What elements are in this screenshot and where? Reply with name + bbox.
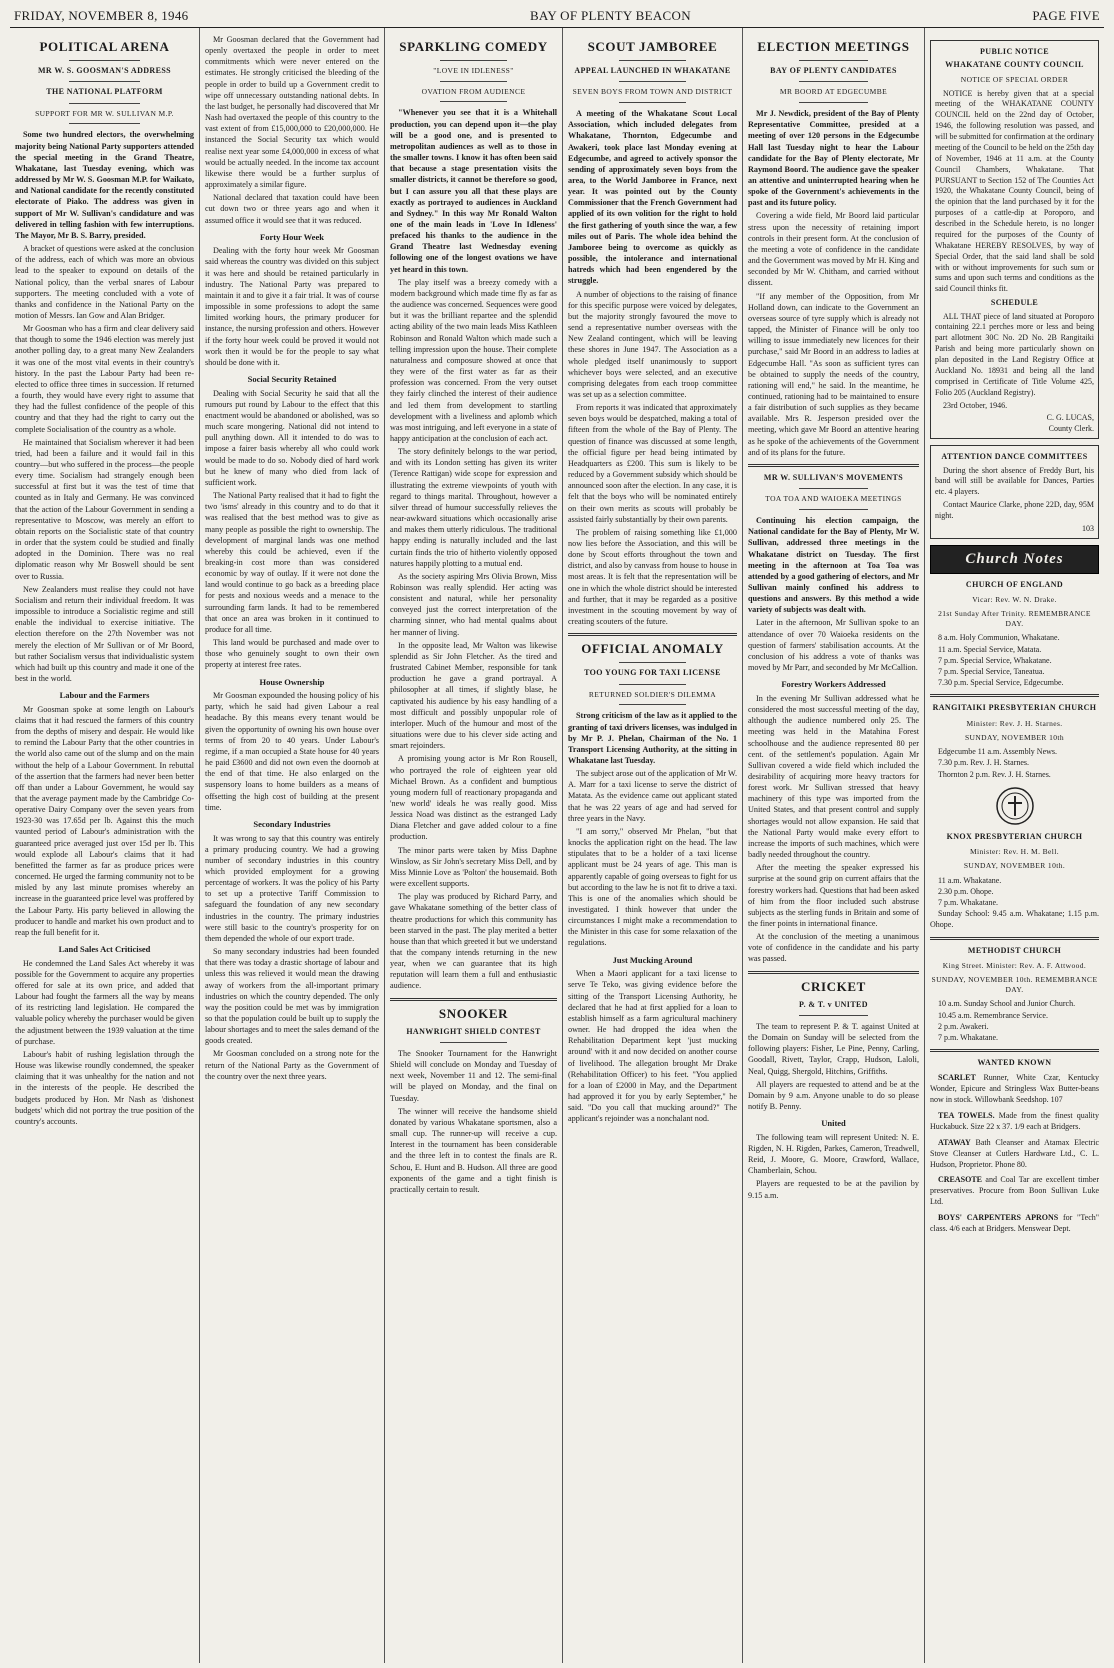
public-notice (930, 40, 1099, 439)
election-paragraph: Covering a wide field, Mr Boord laid particular stress upon the necessity of retaining import controls in their present form. At the conclusion of the meeting a vote of confidence in the candidate and the Government was moved by Mr H. King and seconded by Mr W. Chitham, and carried without dissent. (748, 211, 919, 288)
notice-head: PUBLIC NOTICE (980, 47, 1049, 56)
church-day: SUNDAY, NOVEMBER 10th. (963, 860, 1066, 870)
church-service: 7.30 p.m. Rev. J. H. Starnes. (938, 758, 1030, 768)
cricket-paragraph: All players are requested to attend and be at the Domain by 9 a.m. Anyone unable to do so please notify B. Penny. (748, 1079, 919, 1112)
church-service: 2.30 p.m. Ohope. (938, 886, 994, 896)
secondary-industries-paragraph: So many secondary industries had been founded that there was today a drastic shortage of labour and unless this was relieved it would mean the drawing away of workers from the all-important primary industries on which the country depended. The only way the position could be met was by immigration so that the population could be built up to supply the labour shortages and to meet the sales demand of the goods created. (205, 947, 379, 1046)
snooker-paragraph: The Snooker Tournament for the Hanwright Shield will conclude on Monday and Tuesday of next week, November 11 and 12. The semi-final will be played on Monday, and the final on Tuesday. (390, 1048, 557, 1103)
sullivan-lead: Continuing his election campaign, the National candidate for the Bay of Plenty, Mr W. Sullivan, addressed three meetings in the Whakatane district on Tuesday. The first meeting in the afternoon at Toa Toa was attended by a good gathering of electors, and Mr Sullivan mainly confined his address to questions and answers. By this method a wide variety of subjects was dealt with. (748, 516, 919, 615)
secondary-industries-heading: Secondary Industries (253, 818, 331, 829)
comedy-subhead: "LOVE IN IDLENESS" (433, 65, 514, 75)
church-service: 11 a.m. Special Service, Matata. (938, 644, 1042, 654)
church-name: KNOX PRESBYTERIAN CHURCH (946, 831, 1083, 841)
church-service: 7 p.m. Special Service, Whakatane. (938, 655, 1052, 665)
dance-notice (930, 445, 1099, 539)
forestry-paragraph: In the evening Mr Sullivan addressed what he considered the most successful meeting of the day, although the audience numbered only 25. The meeting was held in the Matahina Forest schoolhouse and the audience represented 80 per cent. of the settlement's population. Again Mr Sullivan covered a wide field which included the desirability of acquiring more heavy tractors for forest work. Mr Sullivan stressed that heavy machinery of this type was imported from the United States, and that present control and supply shortages would not allow expansion. He said that the National Party would make every effort to increase the imports of such machines, which were badly needed throughout the country. (748, 693, 919, 860)
wanted-title: WANTED KNOWN (977, 1058, 1052, 1068)
church-name: RANGITAIKI PRESBYTERIAN CHURCH (932, 703, 1097, 713)
land-sales-heading: Land Sales Act Criticised (58, 944, 151, 955)
columns (10, 28, 1104, 1663)
wanted-ad-body: Bath Cleanser and Atamax Electric Stove Cleanser at Cutlers Hardware Ltd., C. L. Hudson, Proprietor. Phone 80. (930, 1137, 1100, 1169)
social-security-paragraph: This land would be purchased and made over to those who genuinely sought to own their own property at interest free rates. (205, 638, 379, 670)
election-subhead: BAY OF PLENTY CANDIDATES (770, 65, 897, 75)
divider (619, 704, 687, 705)
anomaly-subhead: TOO YOUNG FOR TAXI LICENSE (584, 668, 721, 678)
divider (69, 60, 141, 61)
wanted-ad-head: TEA TOWELS. (938, 1111, 995, 1121)
church-notice (930, 946, 1099, 1043)
mucking-heading: Just Mucking Around (612, 954, 693, 965)
masthead (10, 8, 1104, 28)
farmers-heading: Labour and the Farmers (59, 690, 150, 701)
comedy-paragraph: The play itself was a breezy comedy with a modern background which made time fly as far as the audience was concerned. Sequences were good but it was the brilliant repartee and the splendid acting ability of the two main leads Miss Kathleen Robinson and Ronald Walton which made such a telling impression upon the house. Their complete naturalness and composure showed at once that they were of the first water as far as their profession was concerned. From the very outset they fairly clinched the interest of their audience and led them from development to startling development with a liveliness and aplomb which was most intriguing, and left everyone in a state of happy anticipation at the conclusion of each act. (390, 277, 557, 443)
divider (619, 81, 687, 82)
church-service: 8 a.m. Holy Communion, Whakatane. (938, 633, 1060, 643)
section-divider (568, 633, 737, 636)
church-service: 10.45 a.m. Remembrance Service. (938, 1010, 1048, 1020)
political-subhead-platform: THE NATIONAL PLATFORM (46, 87, 163, 97)
column-2 (200, 28, 385, 1663)
secondary-industries-paragraph: Mr Goosman concluded on a strong note for the return of the National Party as the Government of the country over the next three years. (205, 1049, 379, 1081)
church-minister: Vicar: Rev. W. N. Drake. (972, 595, 1057, 605)
house-ownership-paragraph: Mr Goosman expounded the housing policy of his party, which he said had given Labour a real headache. By this means every tenant would be given the opportunity of owning his own house over terms of from 20 to 40 years. Under Labour's regime, if a man occupied a State house for 40 years he paid £3600 and did not own even the doornob at the end of that time. He also enlarged on the suspensory loans to home builders as a means of offsetting the high cost of building at the present time. (205, 691, 379, 812)
comedy-paragraph: The play was produced by Richard Parry, and gave Whakatane something of the better class of theatre productions for which this community has been starved in the past. The play merited a better house than that which greeted it but we understand that the company intends returning in the new year, when we can guarantee that its high reputation will learn them a full and enthusiastic audience. (390, 892, 557, 991)
wanted-ad (930, 1073, 1099, 1106)
section-divider (930, 937, 1099, 940)
column-5 (743, 28, 925, 1663)
social-security-paragraph: The National Party realised that it had to fight the two 'isms' already in this country and to do that it was realised that the best method was to give as many people as possible the right to ownership. The development of marginal lands was one method whereby this could be achieved, even if the breaking-in cost more than was considered economic by way of outlay. If it were not done the land would continue to go back as a breeding place for pests and noxious weeds and a menace to the surrounding farm lands. It had to be remembered that once an area was broken in it continued to produce for all time. (205, 491, 379, 634)
church-name: METHODIST CHURCH (967, 945, 1062, 955)
social-security-heading: Social Security Retained (247, 374, 337, 384)
column-6 (925, 28, 1104, 1663)
divider (69, 103, 141, 104)
anomaly-paragraph: The subject arose out of the application of Mr W. A. Marr for a taxi license to serve the district of Matata. As the evidence came out applicant stated that he was 22 years of age and had served for three years in the Navy. (568, 769, 737, 823)
election-title: ELECTION MEETINGS (757, 39, 910, 54)
comedy-title: SPARKLING COMEDY (399, 39, 548, 54)
snooker-subhead: HANWRIGHT SHIELD CONTEST (406, 1026, 541, 1036)
forestry-heading: Forestry Workers Addressed (781, 679, 886, 690)
wanted-ad-ref: 107 (1050, 1095, 1063, 1105)
land-sales-paragraph: National declared that taxation could have been cut down two or three years ago and when it assumed office it would see that it was reduced. (205, 193, 379, 225)
church-notes-banner: Church Notes (930, 545, 1099, 574)
scout-lead: A meeting of the Whakatane Scout Local Association, which included delegates from Whakatane, Thornton, Edgecumbe and Awakeri, took place last Monday evening at Edgecumbe, and agreed to actively sponsor the sending of approximately seven boys from the area, to the World Jamboree in France, next year. It was pointed out by the County Commissioner that the French Government had applied of its own volition for the right to hold the first gathering of youth since the war, a few miles out of Paris. The whole idea behind the Jamboree being to overcome as quickly as possible, the intolerance and international hatreds which had been engendered by the struggle. (568, 109, 737, 286)
scout-subhead-boys: SEVEN BOYS FROM TOWN AND DISTRICT (572, 87, 733, 97)
political-subtitle: MR W. S. GOOSMAN'S ADDRESS (37, 65, 172, 75)
church-service: 7 p.m. Whakatane. (938, 898, 999, 908)
comedy-paragraph: In the opposite lead, Mr Walton was likewise splendid as Sir John Fletcher. As the tired and frustrated Cabinet Member, responsible for tank production he gave a grand portrayal. A philosopher at all times, if slightly blase, he captivated his audience by his easy handling of a most difficult and possibly unpopular role of interloper. Much of the humour and most of the situations were due to his clever side acting and smart rejoinders. (390, 640, 557, 751)
notice-date: 23rd October, 1946. (943, 400, 1008, 410)
wanted-ad (930, 1175, 1099, 1208)
masthead-date: FRIDAY, NOVEMBER 8, 1946 (14, 8, 189, 23)
cricket-subhead: P. & T. v UNITED (799, 999, 868, 1009)
church-service: 11 a.m. Whakatane. (938, 875, 1002, 885)
divider (69, 81, 141, 82)
church-day: 21st Sunday After Trinity. REMEMBRANCE DAY. (938, 608, 1091, 628)
election-paragraph: "If any member of the Opposition, from Mr Holland down, can indicate to the Government an overseas source of tyre supply which is already not tapped, the Minister of Finance will be only too willing to issue immediately new licences for their purchase," said Mr Boord in an address to ladies at Edgecumbe Hall. "As soon as sufficient tyres can be obtained to supply the needs of the country, rationing will end," he said. In the meantime, he continued, rationing had to be maintained to ensure a fair distribution of such supplies as they became available. Mrs R. Jesperson presided over the meeting, which gave Mr Boord an attentive hearing as he spoke of the achievements of the Government and of its plans for the future. (748, 291, 919, 457)
church-minister: King Street. Minister: Rev. A. F. Attwood. (942, 961, 1087, 971)
comedy-subhead-ovation: OVATION FROM AUDIENCE (421, 86, 526, 96)
social-security-paragraph: Dealing with Social Security he said that all the rumours put round by Labour to the effect that this enactment would be abandoned or abolished, was so much scare mongering. National did not intend to pull anything down. All it intended to do was to impose a fairer basis whereby all who could work would be made to do so. Nobody died of hard work but he knew of many who died from lack of sufficient work. (205, 388, 379, 487)
church-service: 7.30 p.m. Special Service, Edgecumbe. (938, 678, 1064, 688)
church-day: SUNDAY, NOVEMBER 10th. REMEMBRANCE DAY. (931, 974, 1098, 994)
wanted-ad-head: SCARLET (938, 1073, 976, 1083)
divider (440, 1042, 507, 1043)
wanted-ad-body: Made from the finest quality Huckabuck. Size 22 x 37. 1/9 each at Bridgers. (930, 1111, 1100, 1131)
church-seal-icon (930, 786, 1099, 826)
political-paragraph: A bracket of questions were asked at the conclusion of the address, each of which was more an obvious lead to the speaker to expound on details of the National policy, than the verbal snares of Labour supporters. The meeting concluded with a vote of thanks and confidence in the National Party on the motion of Messrs. Ian Gow and Alan Bridger. (15, 244, 194, 320)
column-1 (10, 28, 200, 1663)
dance-body: During the short absence of Freddy Burt, his band will still be available for Dances, Parties etc. 4 players. (935, 465, 1094, 497)
dance-ref: 103 (1082, 523, 1094, 533)
church-service: 2 p.m. Awakeri. (938, 1021, 989, 1031)
wanted-ads (930, 1073, 1099, 1234)
forty-hour-heading: Forty Hour Week (260, 231, 324, 242)
election-subhead-boord: MR BOORD AT EDGECUMBE (779, 87, 888, 97)
divider (799, 488, 867, 489)
church-service: 10 a.m. Sunday School and Junior Church. (938, 999, 1076, 1009)
masthead-title: BAY OF PLENTY BEACON (529, 8, 691, 23)
wanted-ad-body: and Coal Tar are excellent timber preservatives. Procure from Boon Sullivan Luke Ltd. (930, 1175, 1100, 1207)
notice-body: NOTICE is hereby given that at a special meeting of the WHAKATANE COUNTY COUNCIL held on the 22nd day of October, 1946, the following resolution was passed, and will be submitted for confirmation at the ordinary meeting of the Council to be held on the 25th day of November, 1946 at 11 a.m. at the County Council Chambers, Whakatane. That PURSUANT to Section 152 of The Counties Act 1920, the Whakatane County Council, being of the opinion that the land purchased by it for the purposes of a cattle-dip at Poroporo, and described in the Schedule hereto, is no longer required for the purposes of the County of Whakatane HEREBY RESOLVES, by way of Special Order, that the said land shall be sold with or without improvements for such sum or sums and upon such terms and conditions as the said Council thinks fit. (935, 88, 1094, 294)
divider (619, 684, 687, 685)
church-notice (930, 703, 1099, 779)
comedy-paragraph: A promising young actor is Mr Ron Rousell, who portrayed the role of eighteen year old Michael Brown. As a confident and bumptious young modern full of reactionary propaganda and 'new world' ideals he was really good. Miss Jessica Noad was distinct as the estranged Lady Diana Fletcher and gave added colour to a fine production. (390, 754, 557, 842)
scout-paragraph: A number of objections to the raising of finance for this specific purpose were voiced by delegates, but the majority strongly favoured the move to send a representative number overseas with the New Zealand contingent, which will be leaving these shores in June 1947. The Association as a whole pledged itself unanimously to support whichever boys were selected, and an executive comprising delegates from each troop committee was set up as a selection committee. (568, 289, 737, 399)
church-service: Edgecumbe 11 a.m. Assembly News. (938, 747, 1058, 757)
wanted-ad (930, 1138, 1099, 1171)
united-heading: United (821, 1118, 846, 1129)
divider (799, 1015, 867, 1016)
divider (799, 81, 867, 82)
farmers-paragraph: Mr Goosman spoke at some length on Labour's claims that it had rescued the farmers of this country from the depths of misery and despair. He would like to remind the Labour Party that the other countries in the world also came out of the slump and on the main without the help of a Labour Government. In rebuttal of the assertion that the farmers had never been better off than under a Labour Government, he would say that the average payment made by the Cambridge Co-operative Dairy Company over the seven years from 1923-30 was 17.65d per lb. Against this the much vaunted period of Labour's administration with the guaranteed price averaged just over 15d per lb. This would explode all Labour's claims that it had benefitted the farmer as far as produce prices were concerned. He urged the farming community not to be misled by any last minute promises whereby an increase in the guaranteed price level was proffered by the Labour Party. His party believed in allowing the producer to handle and market his own product and to reap the full benefit for it. (15, 704, 194, 937)
sullivan-subhead: TOA TOA AND WAIOEKA MEETINGS (765, 494, 902, 504)
political-paragraph: New Zealanders must realise they could not have Socialism and return their individual freedom. It was impossible to introduce a Socialistic regime and still enable the individual to exercise initiative. The election therefore on the 27th November was not merely the election of Mr Sullivan or of Mr Boord, but rather Socialism versus that individualistic system which had built up this country and made it one of the best in the world. (15, 584, 194, 683)
political-subhead-support: SUPPORT FOR MR W. SULLIVAN M.P. (35, 108, 174, 118)
notice-schedule: ALL THAT piece of land situated at Poroporo containing 22.1 perches more or less and being part allotment 30C No. 2D No. 2B Rangitaiki Parish and being more particularly shown on plan deposited in the Land Registry Office at Auckland No. 18931 and being all the land comprised in Certificate of Title Volume 425, Folio 205 (Auckland Registry). (935, 311, 1094, 397)
column-4 (563, 28, 743, 1663)
notice-title: WHAKATANE COUNTY COUNCIL (945, 60, 1084, 70)
divider (619, 60, 687, 61)
church-minister: Minister: Rev. J. H. Starnes. (966, 718, 1063, 728)
dance-title: ATTENTION DANCE COMMITTEES (941, 452, 1088, 462)
comedy-paragraph: As the society aspiring Mrs Olivia Brown, Miss Robinson was really splendid. Her acting was consistent and natural, while her personality conveyed just the correct interpretation of the charming sinner, who had mental qualms about her manner of living. (390, 571, 557, 637)
wanted-ad-head: CREASOTE (938, 1175, 983, 1185)
political-paragraph: He maintained that Socialism wherever it had been tried, had been a failure and it would fail in this country—but who suffered in the process—the people every time. Socialism had strangely enough been successful at first but it was the test of time that counted as in Italy and Germany. He was convinced that the action of the Labour Government in sending a representative to Moscow, was merely an effort to obtain reports on the Socialistic state of that country in order that the system could be studied and finally adopted in the Dominion. There was no real diplomatic reason why Mr Boswell should be sent over to Russia. (15, 437, 194, 581)
comedy-lead: "Whenever you see that it is a Whitehall production, you can depend upon it—the play will be a good one, and is presented to metropolitan audiences as well as to those in the smaller towns. I know it has often been said that because a stage presentation visits the smaller districts, it cannot be therefore so good, but I can assure you all that these plays are exactly as portrayed to audiences in Auckland and Sydney." In this way Mr Ronald Walton one of the main leads in 'Love In Idleness' prefaced his thanks to the audience in the Grand Theatre last Wednesday evening following one of the longest ovations we have yet heard in this town. (390, 108, 557, 274)
anomaly-lead: Strong criticism of the law as it applied to the granting of taxi drivers licenses, was indulged in by Mr P. J. Phelan, Chairman of the No. 1 Transport Licensing Authority, at the sitting in Whakatane last Tuesday. (568, 711, 737, 765)
political-title: POLITICAL ARENA (39, 39, 170, 54)
scout-paragraph: From reports it was indicated that approximately seven boys would be despatched, making a total of fifteen from the whole of the Bay of Plenty. The question of finance was discussed at some length, the official figure per head being intimated by Headquarters as £200. This sum is likely to be reduced by a Government subsidy which should be announced soon after the election. In any case, it is felt that the boys who will be nominated entirely on their own merits as scouts will probably be assisted fairly substantially by their own parents. (568, 403, 737, 524)
scout-paragraph: The problem of raising something like £1,000 now lies before the Association, and this will be done by Scout efforts throughout the town and district, and also by canvass from house to house in most areas. It is felt that the representation will be one in which the whole district should be interested and further, that it may be regarded as a positive investment in the scouting movement by way of creating scouters of the future. (568, 527, 737, 627)
divider (440, 81, 507, 82)
masthead-page: PAGE FIVE (1032, 8, 1100, 23)
snooker-paragraph: The winner will receive the handsome shield donated by various Whakatane sportsmen, also a small cup. The runner-up will receive a cup. Interest in the tournament has been considerable and the three left in to contest the finals are R. Schou, E. Hunt and B. Hudson. All three are good exponents of the game and a tight finish is practically certain to result. (390, 1106, 557, 1194)
notice-signature: C. G. LUCAS, (1046, 413, 1094, 423)
comedy-paragraph: The minor parts were taken by Miss Daphne Winslow, as Sir John's secretary Miss Dell, and by Miss Minnie Love as 'Polton' the housemaid. Both were excellent supports. (390, 845, 557, 889)
political-lead: Some two hundred electors, the overwhelming majority being National Party supporters attended the special meeting in the Grand Theatre, Whakatane, last Tuesday evening, which was addressed by Mr W. S. Goosman M.P. for Waikato, and National candidate for the recently constituted electorate of Piako. The address was given in support of Mr W. Sullivan's candidature and was delivered in telling fashion with few interruptions. The Mayor, Mr B. S. Barry, presided. (15, 130, 194, 240)
church-notice (930, 832, 1099, 931)
divider (799, 509, 867, 510)
forty-hour-paragraph: Dealing with the forty hour week Mr Goosman said whereas the country was divided on this subject it was here and should be retained particularly in industry. The National Party was prepared to maintain it and to give it a fair trial. It was of course impossible in some professions to adopt the same limited working hours, the primary producer for instance, the nursing profession and others. However if the forty hour week could be proved it would not work then it would be for the people to say what should be done with it. (205, 246, 379, 367)
divider (799, 102, 867, 103)
wanted-ad (930, 1111, 1099, 1133)
forestry-paragraph: At the conclusion of the meeting a unanimous vote of confidence in the candidate and his party was passed. (748, 932, 919, 964)
sullivan-title: MR W. SULLIVAN'S MOVEMENTS (763, 472, 904, 482)
church-service: 7 p.m. Whakatane. (938, 1032, 999, 1042)
cricket-title: CRICKET (801, 978, 866, 994)
mucking-paragraph: When a Maori applicant for a taxi license to serve Te Teko, was giving evidence before the sitting of the Transport Licensing Authority, he declared that he had at first applied for a loan to establish himself as a farm agricultural machinery owner. He had dropped the idea when the Rehabilitation Department kept 'just mucking around' with it and now decided on another course of livelihood. The allegation brought Mr Drake (Rehabilitation Officer) to his feet. "You applied for a loan of £2000 in May, and the Department had approved it for you by early September," he said. "Do you call that mucking around?" The applicant's rejoinder was a nonchalant nod. (568, 969, 737, 1124)
church-minister: Minister: Rev. H. M. Bell. (969, 847, 1060, 857)
section-divider (930, 1049, 1099, 1052)
scout-title: SCOUT JAMBOREE (587, 39, 718, 54)
snooker-title: SNOOKER (438, 1005, 509, 1021)
divider (440, 101, 507, 102)
church-service: Thornton 2 p.m. Rev. J. H. Starnes. (938, 769, 1051, 779)
notice-schedule-head: SCHEDULE (990, 298, 1039, 308)
divider (619, 662, 687, 663)
wanted-ad-body: Runner, White Czar, Kentucky Wonder, Epicure and Stringless Wax Butter-beans now in stock. Willowbank Seedshop. (930, 1073, 1099, 1105)
wanted-ad-body: for "Tech" class. 4/6 each at Bridgers. Menswear Dept. (930, 1213, 1100, 1233)
sullivan-paragraph: Later in the afternoon, Mr Sullivan spoke to an attendance of over 70 Waioeka residents on the question of farmers' stabilisation accounts. At the conclusion of his address a vote of thanks was moved by Mr Parr, and seconded by Mr McCallion. (748, 618, 919, 673)
united-paragraph: The following team will represent United: N. E. Rigden, N. H. Rigden, Parkes, Cameron, Treadwell, Reid, J. Moore, G. Moore, Crawford, Wallace, Chamberlain, Schou. (748, 1132, 919, 1176)
wanted-ad-head: BOYS' CARPENTERS APRONS (938, 1213, 1059, 1223)
section-divider (748, 464, 919, 467)
comedy-paragraph: The story definitely belongs to the war period, and with its London setting has given its writer (Terence Rattigan) wide scope for expression and illustrating the extreme viewpoints of youth with regard to things marital. Throughout, however a silver thread of humour successfully relieves the near-awkward situations which occasionally arise and makes them utterly ridiculous. The traditional happy ending is naturally included and the last curtain finds the trio of hitherto violently opposed natures happily plotting to a mutual end. (390, 447, 557, 568)
church-name: CHURCH OF ENGLAND (965, 579, 1064, 589)
united-paragraph: Players are requested to be at the pavilion by 9.15 a.m. (748, 1179, 919, 1200)
house-ownership-heading: House Ownership (259, 676, 325, 687)
land-sales-paragraph: Mr Goosman declared that the Government had openly overtaxed the people in order to meet commitments which were never entered on the estimates. He strongly criticised the bleeding of the people in order to build up a Government credit to wipe off unnecessary outstanding national debts. In the last budget, he personally had discovered that Mr Nash had overtaxed the people of this country to the vast extent of from £15,000,000 to £20,000,000. He instanced the Social Security tax which would realise next year some £4,000,000 in excess of what would be actually needed. In the income tax account likewise there would be a further surplus of approximately a similar figure. (205, 35, 379, 190)
column-3 (385, 28, 563, 1663)
divider (69, 123, 141, 124)
land-sales-paragraph: He condemned the Land Sales Act whereby it was possible for the Government to acquire any properties offered for sale at its own price, and added that Labour had fought the farmers all the way by means of its restricting land legislation. He compared the valuable policy whereby the purchaser would be given the adjustment between the 1939 valuation at the time of purchase. (15, 958, 194, 1046)
election-lead: Mr J. Newdick, president of the Bay of Plenty Representative Committee, presided at a meeting of over 120 persons in the Edgecumbe Hall last Tuesday night to hear the Labour candidate for the Bay of Plenty electorate, Mr Raymond Boord. The audience gave the speaker an attentive and uninterrupted hearing when he spoke of the Government's achievements in the past and its future policy. (748, 109, 919, 208)
political-paragraph: Mr Goosman who has a firm and clear delivery said that though to some the 1946 election was merely just another polling day, to a great many New Zealanders it was one of the most vital events in their country's history. In the past the Labour Party had been re-elected to office three times in succession. If returned a fourth, they would have every right to assume that they had the fullest confidence of the people of this country and that they had the right to carry out the complete Socialisation of the country as a whole. (15, 324, 194, 434)
notice-subhead: NOTICE OF SPECIAL ORDER (960, 74, 1069, 84)
section-divider (390, 998, 557, 1001)
section-divider (930, 694, 1099, 697)
forestry-paragraph: After the meeting the speaker expressed his surprise at the sound grip on current affairs that the forestry workers had. Questions that had been asked of him from the floor included such abstruse subjects as the sterling funds in Britain and some of the finer points in international finance. (748, 863, 919, 928)
land-sales-paragraph: Labour's habit of rushing legislation through the House was likewise roundly condemned, the speaker claiming that it was unhealthy for the nation and not in the interests of the people. He described the budgets produced by Hon. Mr Nash as 'dishonest budgets' which did not portray the true position of the country's accounts. (15, 1049, 194, 1126)
scout-subhead: APPEAL LAUNCHED IN WHAKATANE (574, 65, 731, 75)
church-notice (930, 580, 1099, 689)
notice-signature-title: County Clerk. (1048, 424, 1094, 434)
anomaly-subhead-soldier: RETURNED SOLDIER'S DILEMMA (588, 689, 717, 699)
dance-contact: Contact Maurice Clarke, phone 22D, day, 95M night. (935, 500, 1094, 521)
divider (799, 60, 867, 61)
church-service: Sunday School: 9.45 a.m. Whakatane; 1.15 p.m. Ohope. (930, 909, 1099, 930)
cricket-paragraph: The team to represent P. & T. against United at the Domain on Sunday will be selected from the following players: Fisher, Le Pine, Penny, Carling, Goodall, Rivett, Taylor, Crapp, Hudson, Laloli, Neal, Quigg, Shergold, Hitchins, Griffiths. (748, 1021, 919, 1076)
anomaly-title: OFFICIAL ANOMALY (581, 641, 724, 657)
wanted-ad-head: ATAWAY (938, 1137, 971, 1147)
secondary-industries-paragraph: It was wrong to say that this country was entirely a primary producing country. We had a growing number of secondary industries in this country which provided employment for a growing percentage of workers. It was the policy of his Party to set up a protective Tariff Commission to safeguard the foundation of any new secondary industries in the country. The primary industries were still basic to the country's prosperity for on them depended the whole of our export trade. (205, 833, 379, 943)
anomaly-paragraph: "I am sorry," observed Mr Phelan, "but that knocks the application right on the head. The law stipulates that to be a holder of a taxi license applicant must be 24 years of age. This man is apparently capable of going overseas to fight for us but according to the law he is not fit to drive a taxi. This is one of the anomalies which should be investigated. I think however that under the circumstances I might make a recommendation to the Minister in this case for some relaxation of the regulations. (568, 826, 737, 948)
church-day: SUNDAY, NOVEMBER 10th (964, 732, 1065, 742)
divider (619, 102, 687, 103)
divider (440, 60, 507, 61)
wanted-ad (930, 1213, 1099, 1235)
church-service: 7 p.m. Special Service, Taneatua. (938, 667, 1045, 677)
section-divider (748, 971, 919, 974)
